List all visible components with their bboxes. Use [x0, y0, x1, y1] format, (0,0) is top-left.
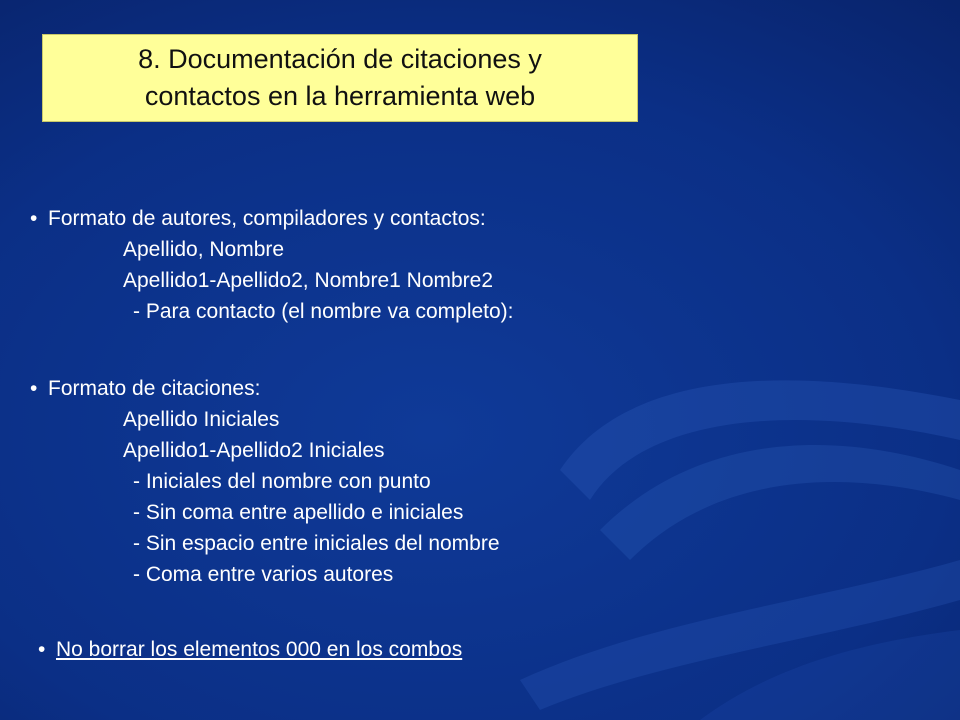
slide-title-line-2: contactos en la herramienta web	[144, 81, 536, 111]
slide-title	[42, 34, 638, 122]
citations-format-example-1: Apellido Iniciales	[123, 408, 280, 431]
citations-format-section	[30, 373, 500, 590]
citations-format-heading: Formato de citaciones:	[48, 377, 261, 400]
bullet-icon: •	[38, 638, 46, 661]
citations-format-example-2: Apellido1-Apellido2 Iniciales	[123, 439, 385, 462]
bullet-icon: •	[30, 207, 38, 230]
authors-format-example-2: Apellido1-Apellido2, Nombre1 Nombre2	[123, 269, 494, 292]
bullet-icon: •	[30, 377, 38, 400]
combos-warning-text: No borrar los elementos 000 en los combos	[56, 638, 463, 661]
slide-title-line-1: 8. Documentación de citaciones y	[138, 44, 542, 74]
authors-format-section	[30, 203, 514, 327]
citations-format-note-1: - Iniciales del nombre con punto	[133, 470, 431, 493]
authors-format-heading: Formato de autores, compiladores y contactos:	[48, 207, 486, 230]
authors-format-contact-note: - Para contacto (el nombre va completo):	[133, 300, 514, 323]
authors-format-example-1: Apellido, Nombre	[123, 238, 285, 261]
citations-format-note-2: - Sin coma entre apellido e iniciales	[133, 501, 464, 524]
citations-format-note-4: - Coma entre varios autores	[133, 563, 394, 586]
combos-warning-section	[38, 634, 462, 665]
citations-format-note-3: - Sin espacio entre iniciales del nombre	[133, 532, 500, 555]
